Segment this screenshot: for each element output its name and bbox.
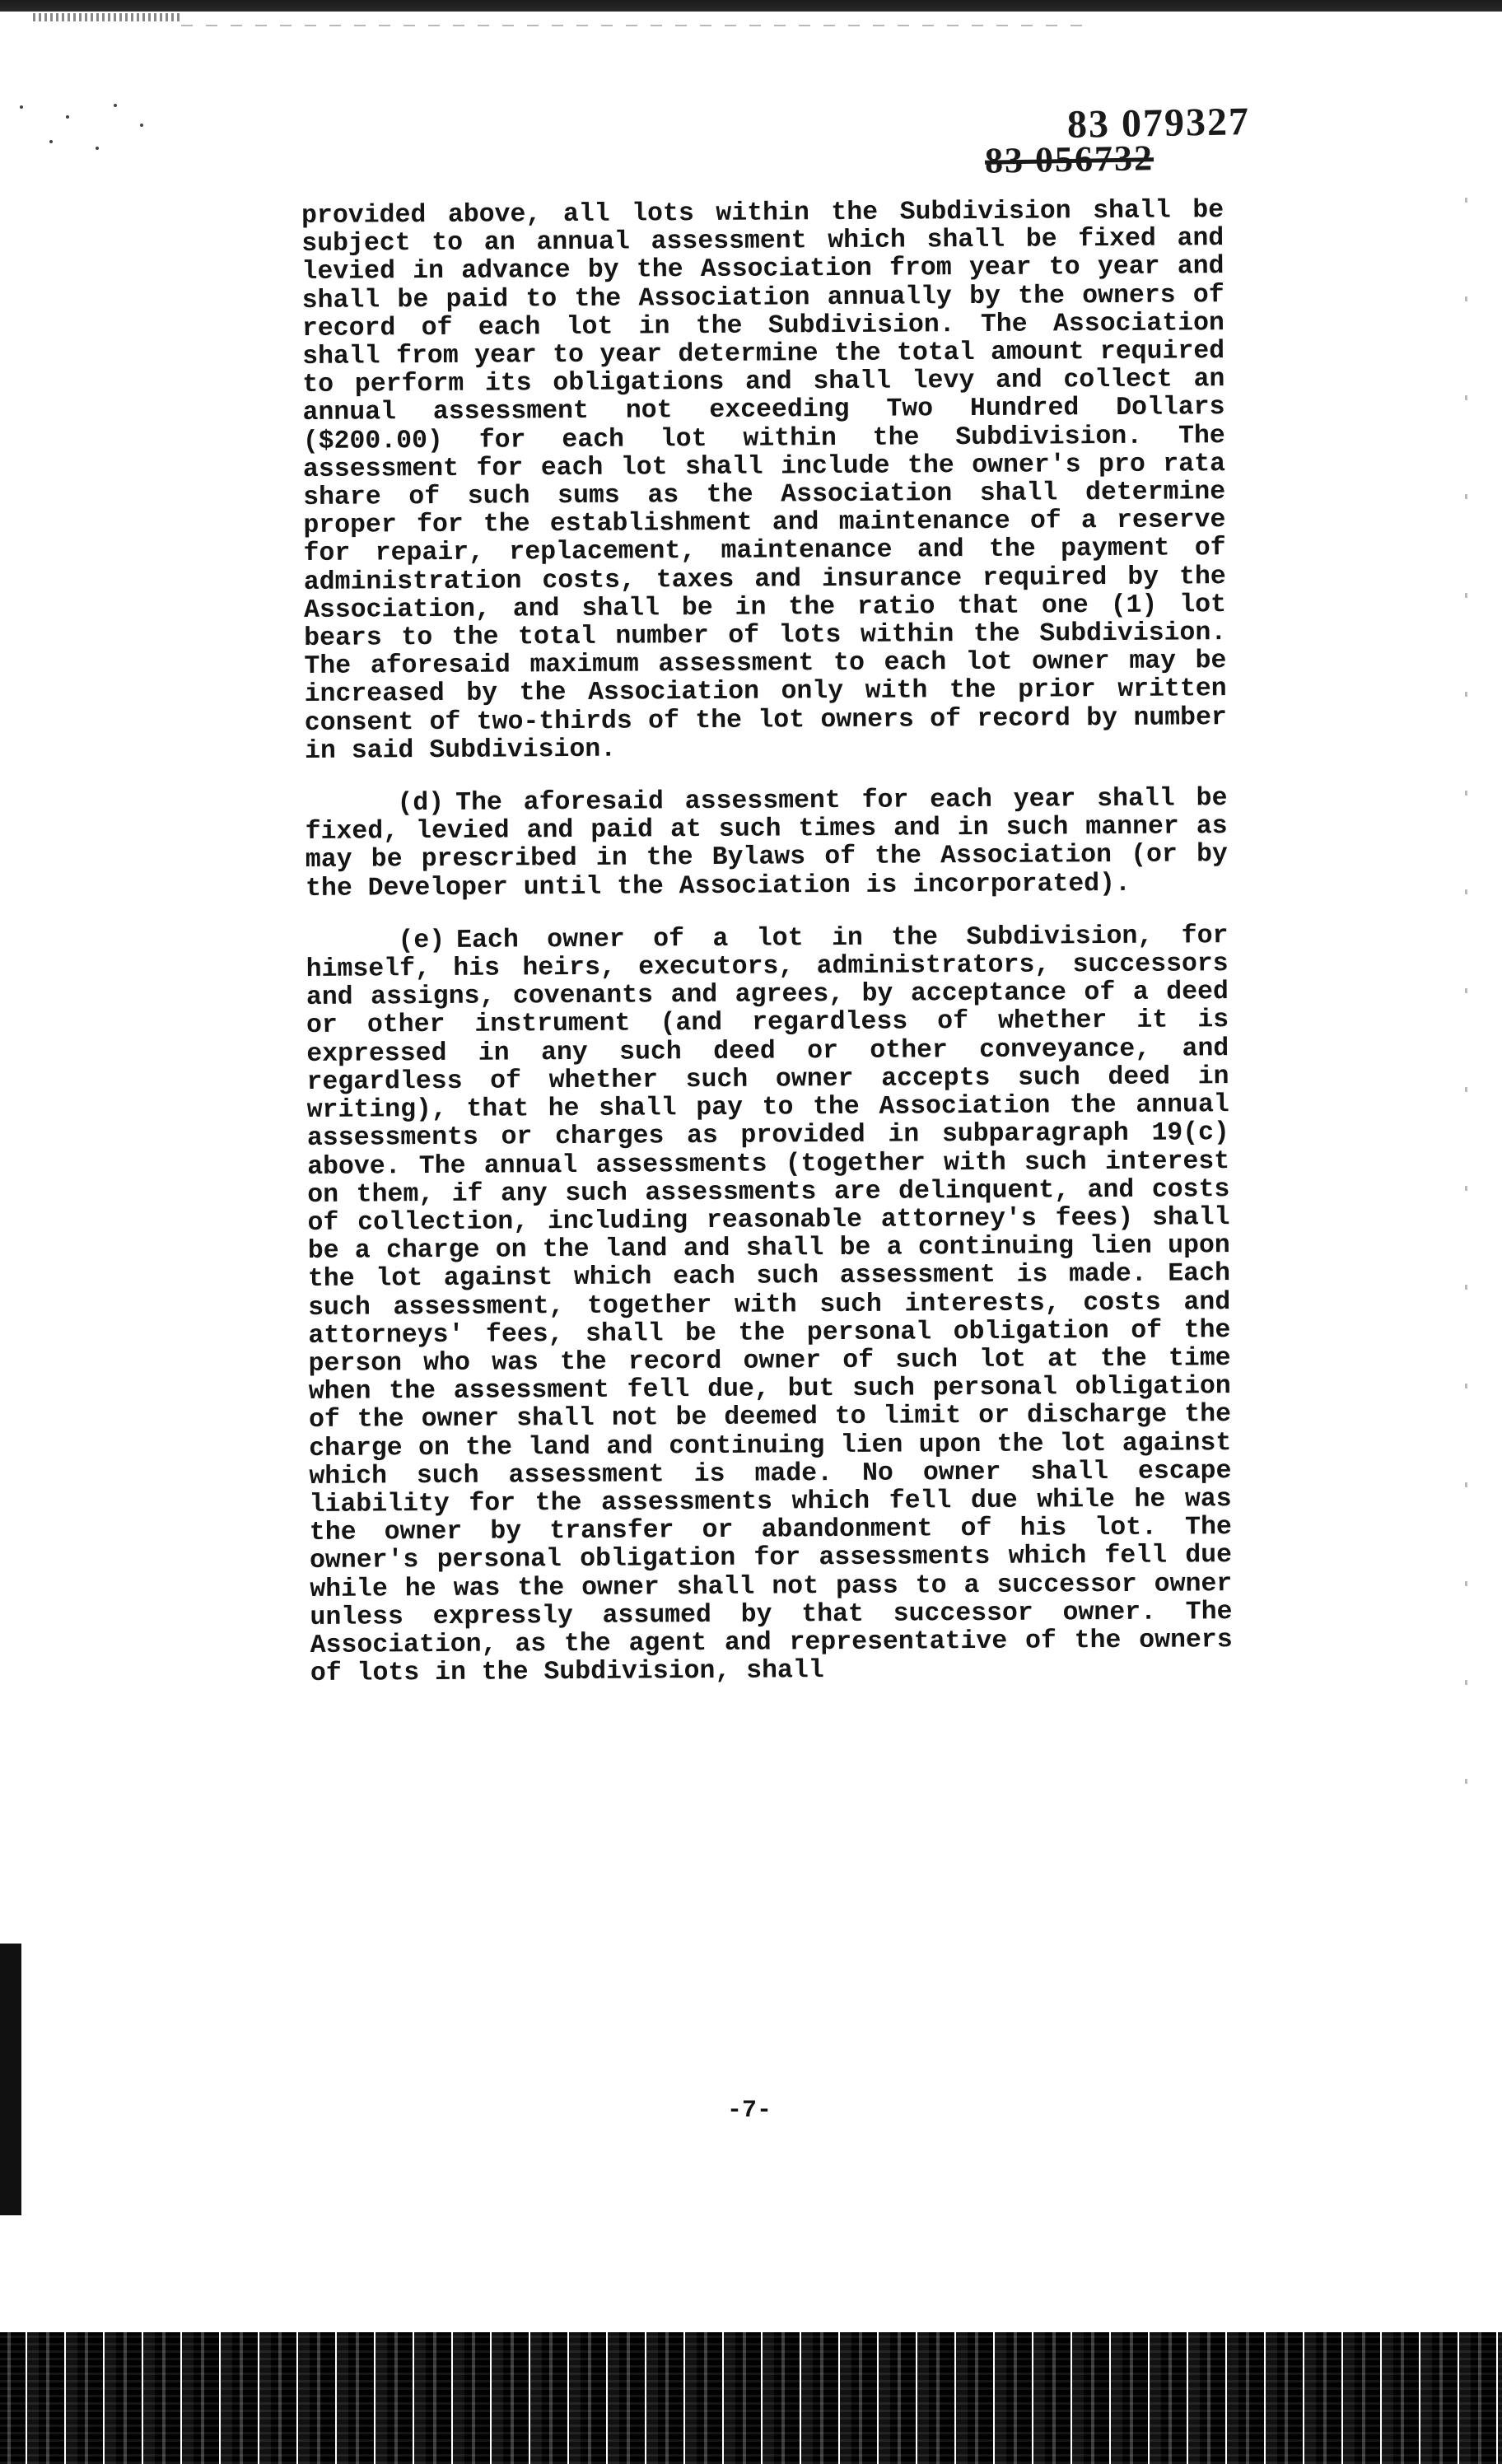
scan-smudge	[33, 13, 181, 21]
scan-specks	[16, 99, 156, 156]
page-number: -7-	[726, 2097, 772, 2125]
paragraph-text: The aforesaid assessment for each year shall be fixed, levied and paid at such times and in such manner as may be prescribed in the Bylaws of the Association (or by the Developer until the Association is incorporated).	[305, 784, 1228, 903]
paragraph-c-continued	[301, 197, 1227, 766]
scan-margin-specks	[1465, 198, 1467, 1845]
paragraph-label: (d)	[397, 789, 445, 819]
scan-dashes	[181, 25, 1087, 26]
scan-left-edge	[0, 1944, 21, 2215]
paragraph-text: Each owner of a lot in the Subdivision, for himself, his heirs, executors, administrators, successors and assigns, covenants and agrees, by acceptance of a deed or other instrument (and regardless of whether it is expressed in any such deed or other conveyance, and regardless of whether such owner accepts such deed in writing), that he shall pay to the Association the annual assessments or charges as provided in subparagraph 19(c) above. The annual assessments (together with such interest on them, if any such assessments are delinquent, and costs of collection, including reasonable attorney's fees) shall be a charge on the land and shall be a continuing lien upon the lot against which each such assessment is made. Each such assessment, together with such interests, costs and attorneys' fees, shall be the personal obligation of the person who was the record owner of such lot at the time when the assessment fell due, but such personal obligation of the owner shall not be deemed to limit or discharge the charge on the land and continuing lien upon the lot against which such assessment is made. No owner shall escape liability for the assessments which fell due while he was the owner by transfer or abandonment of his lot. The owner's personal obligation for assessments which fell due while he was the owner shall not pass to a successor owner unless expressly assumed by that successor owner. The Association, as the agent and representative of the owners of lots in the Subdivision, shall	[306, 922, 1233, 1689]
paragraph-d	[305, 785, 1228, 903]
paragraph-text: provided above, all lots within the Subdivision shall be subject to an annual assessment which shall be fixed and levied in advance by the Association from year to year and shall be paid to the Association annually by the owners of record of each lot in the Subdivision. The Association shall from year to year determine the total amount required to perform its obligations and shall levy and collect an annual assessment not exceeding Two Hundred Dollars ($200.00) for each lot within the Subdivision. The assessment for each lot shall include the owner's pro rata share of such sums as the Association shall determine proper for the establishment and maintenance of a reserve for repair, replacement, maintenance and the payment of administration costs, taxes and insurance required by the Association, and shall be in the ratio that one (1) lot bears to the total number of lots within the Subdivision. The aforesaid maximum assessment to each lot owner may be increased by the Association only with the prior written consent of two-thirds of the lot owners of record by number in said Subdivision.	[301, 196, 1227, 766]
struck-recording-number: 83 056732	[984, 138, 1154, 181]
document-body	[301, 197, 1233, 1713]
paragraph-label: (e)	[398, 926, 445, 956]
scan-bottom-noise	[0, 2332, 1502, 2464]
paragraph-e	[306, 922, 1233, 1688]
recording-number: 83 079327	[1066, 100, 1251, 147]
scan-top-border	[0, 0, 1502, 12]
